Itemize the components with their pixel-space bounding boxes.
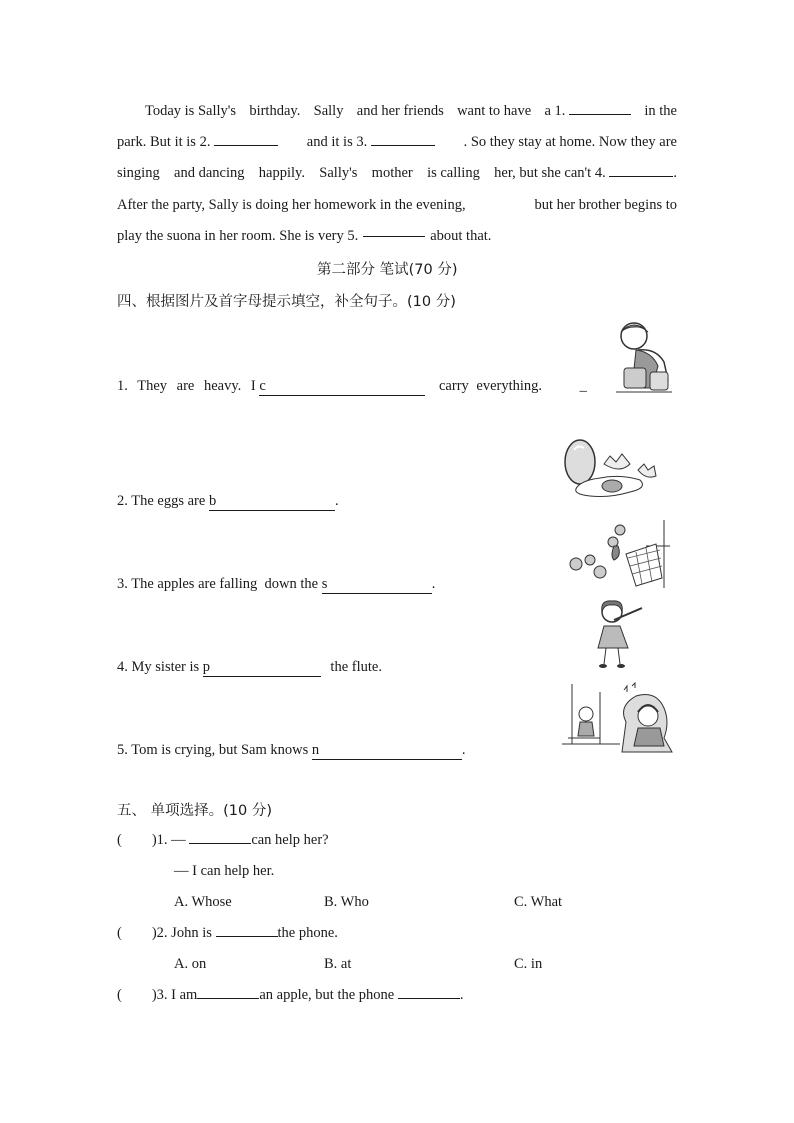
passage-line-1 bbox=[117, 96, 677, 127]
broken-eggs-icon bbox=[560, 434, 662, 500]
q1-option-c[interactable]: C. What bbox=[514, 894, 563, 910]
answer-paren-open[interactable]: ( bbox=[117, 832, 122, 848]
blank-5[interactable] bbox=[363, 221, 425, 237]
passage-line-5 bbox=[117, 221, 677, 252]
text: )2. John is bbox=[151, 925, 212, 941]
text: . bbox=[459, 987, 464, 1003]
q1-option-b[interactable]: B. Who bbox=[324, 894, 369, 910]
q2-option-b[interactable]: B. at bbox=[324, 956, 352, 972]
q1-reply: — I can help her. bbox=[174, 863, 275, 879]
boy-carrying-bags-icon bbox=[612, 318, 674, 394]
part2-title: 第二部分 笔试(70 分) bbox=[317, 262, 458, 278]
section4-item-3 bbox=[117, 576, 435, 594]
answer-paren-open[interactable]: ( bbox=[117, 925, 122, 941]
text: in the bbox=[644, 103, 677, 119]
section4-item-2 bbox=[117, 493, 339, 511]
text: _ bbox=[579, 378, 587, 394]
blank-2[interactable]: park. But it is 2. bbox=[117, 127, 278, 158]
text: want to have bbox=[457, 103, 532, 119]
blank-1[interactable]: a 1. bbox=[544, 96, 631, 127]
text: 2. The eggs are bbox=[117, 493, 206, 509]
text: 3. The apples are falling down the bbox=[117, 576, 319, 592]
text: can help her? bbox=[251, 832, 329, 848]
reading-passage bbox=[117, 96, 677, 252]
passage-line-4 bbox=[117, 190, 677, 221]
text: 5. Tom is crying, but Sam knows bbox=[117, 742, 309, 758]
text: play the suona in her room. She is very 5. bbox=[117, 227, 359, 244]
text: Sally's bbox=[319, 165, 358, 182]
text: . bbox=[334, 493, 339, 509]
section4-item-5 bbox=[117, 742, 466, 760]
blank-3[interactable]: and it is 3. bbox=[307, 127, 435, 158]
q2-option-a[interactable]: A. on bbox=[174, 956, 207, 972]
text: the flute. bbox=[330, 659, 382, 675]
question-3 bbox=[117, 987, 463, 1004]
text: about that. bbox=[430, 227, 492, 244]
answer-blank-5[interactable]: n bbox=[312, 742, 462, 760]
q3-blank-1[interactable] bbox=[197, 998, 259, 999]
text: but her brother begins to bbox=[534, 196, 677, 213]
text: )3. I am bbox=[151, 987, 198, 1003]
q2-option-c[interactable]: C. in bbox=[514, 956, 543, 972]
girl-playing-flute-icon bbox=[594, 598, 644, 670]
crying-boy-and-listener-icon bbox=[560, 682, 678, 758]
text: is calling bbox=[427, 165, 480, 182]
answer-blank-3[interactable]: s bbox=[322, 576, 432, 594]
text: )1. — bbox=[151, 832, 186, 848]
text: happily. bbox=[258, 165, 305, 182]
section4-item-4 bbox=[117, 659, 382, 677]
text: the phone. bbox=[277, 925, 338, 941]
text: birthday. bbox=[249, 103, 301, 119]
answer-paren-open[interactable]: ( bbox=[117, 987, 122, 1003]
text: . So they stay at home. Now they are bbox=[463, 134, 677, 151]
q1-blank[interactable] bbox=[189, 843, 251, 844]
text: 1. They are heavy. I bbox=[117, 378, 256, 394]
text: 4. My sister is bbox=[117, 659, 200, 675]
q2-blank[interactable] bbox=[216, 936, 278, 937]
text: . bbox=[431, 576, 436, 592]
answer-blank-2[interactable]: b bbox=[209, 493, 335, 511]
q3-blank-2[interactable] bbox=[398, 998, 460, 999]
question-2 bbox=[117, 925, 338, 942]
blank-4[interactable]: her, but she can't 4. . bbox=[494, 158, 677, 189]
text: After the party, Sally is doing her homework in the evening, bbox=[117, 196, 466, 213]
answer-blank-4[interactable]: p bbox=[203, 659, 321, 677]
text: and her friends bbox=[356, 103, 444, 119]
text: Sally bbox=[313, 103, 344, 119]
text: singing bbox=[117, 165, 160, 182]
section5-title: 五、 单项选择。(10 分) bbox=[117, 803, 272, 819]
answer-blank-1[interactable]: c bbox=[259, 378, 425, 396]
passage-line-2 bbox=[117, 127, 677, 158]
section4-title: 四、根据图片及首字母提示填空，补全句子。(10 分) bbox=[117, 294, 456, 310]
text: . bbox=[461, 742, 466, 758]
q1-option-a[interactable]: A. Whose bbox=[174, 894, 232, 910]
text: and dancing bbox=[174, 165, 245, 182]
passage-line-3 bbox=[117, 158, 677, 189]
text: carry everything. bbox=[439, 378, 543, 394]
question-1 bbox=[117, 832, 329, 849]
falling-apples-icon bbox=[566, 516, 672, 590]
section4-item-1 bbox=[117, 378, 587, 396]
text: mother bbox=[371, 165, 413, 182]
text: Today is Sally's bbox=[145, 103, 237, 119]
text: an apple, but the phone bbox=[259, 987, 395, 1003]
